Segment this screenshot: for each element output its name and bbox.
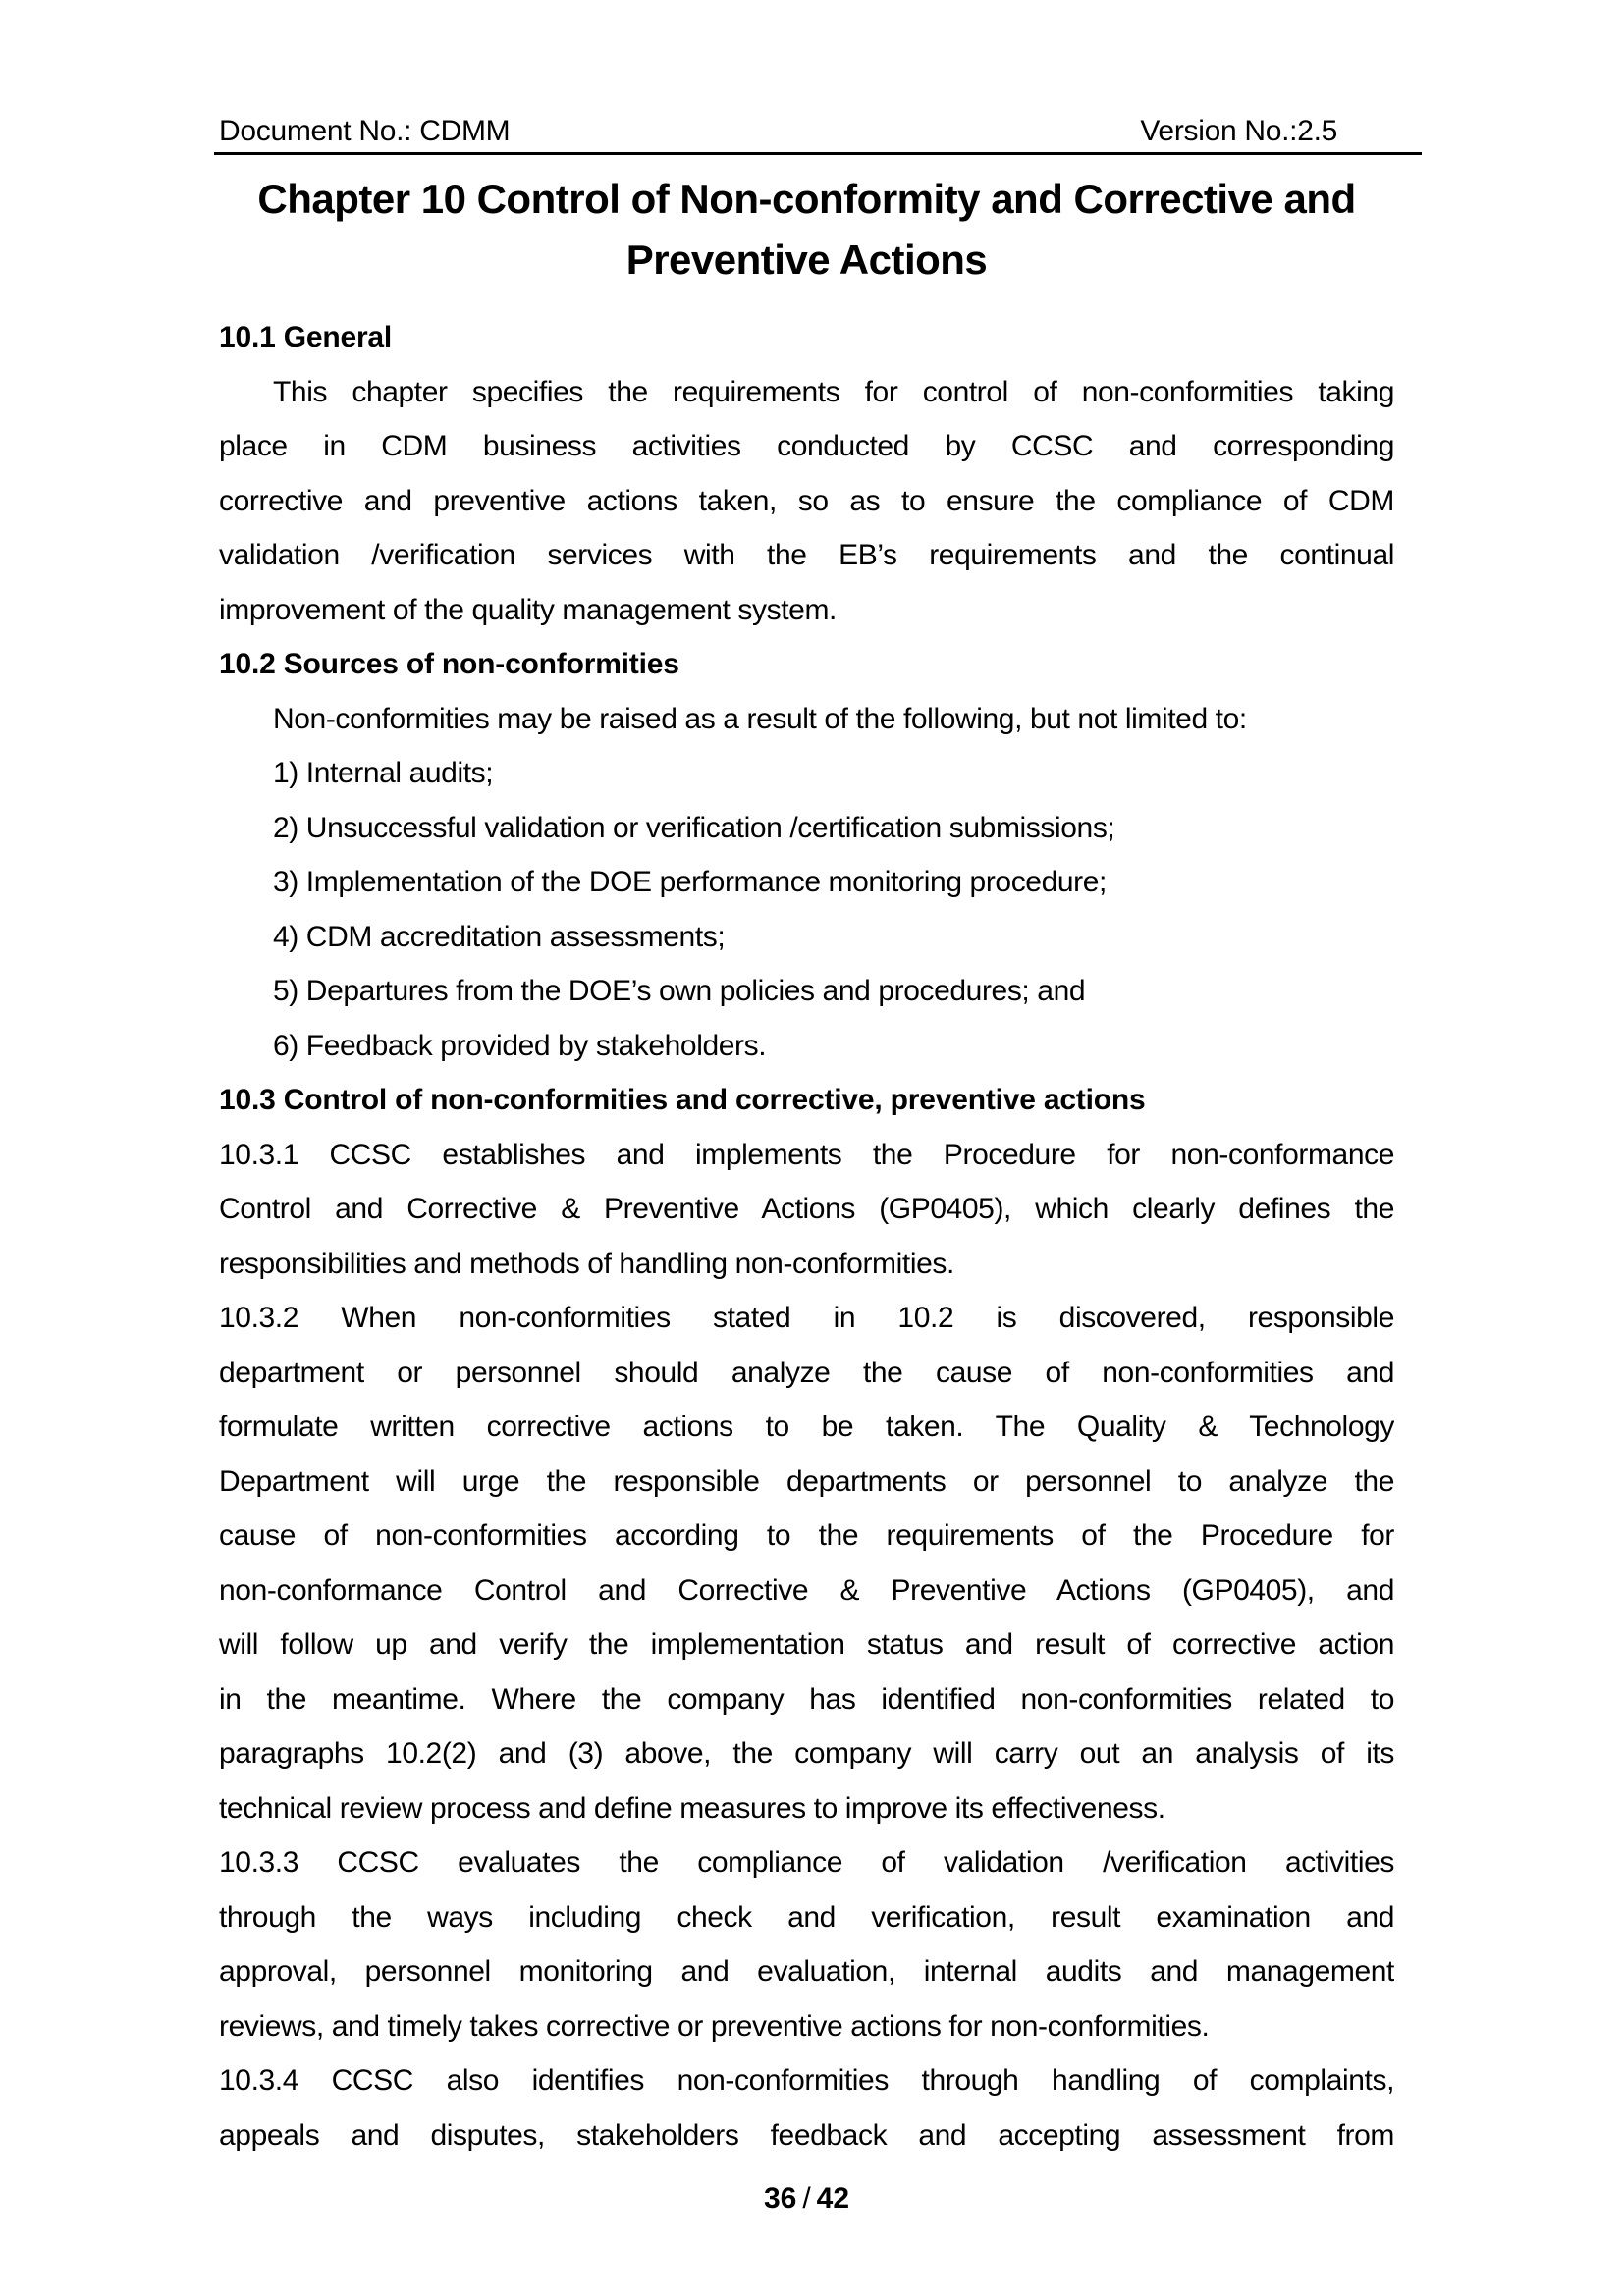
paragraph-line: 10.3.1 CCSC establishes and implements the Procedure for non-conformance [219, 1138, 1394, 1171]
list-item: 6) Feedback provided by stakeholders. [273, 1029, 767, 1062]
paragraph-line: improvement of the quality management system. [219, 593, 837, 626]
paragraph-line: technical review process and define measures to improve its effectiveness. [219, 1791, 1165, 1825]
section-heading: 10.3 Control of non-conformities and corrective, preventive actions [219, 1084, 1146, 1116]
list-item: 3) Implementation of the DOE performance monitoring procedure; [273, 866, 1107, 898]
chapter-title-line: Preventive Actions [625, 237, 988, 283]
paragraph-line: formulate written corrective actions to be taken. The Quality & Technology [219, 1411, 1394, 1443]
paragraph-line: Control and Corrective & Preventive Actions (GP0405), which clearly defines the [219, 1193, 1394, 1225]
paragraph-line: paragraphs 10.2(2) and (3) above, the company will carry out an analysis of its [219, 1737, 1394, 1770]
paragraph-line: 10.3.4 CCSC also identifies non-conformities through handling of complaints, [219, 2064, 1394, 2097]
section-heading: 10.2 Sources of non-conformities [219, 648, 679, 680]
page-header [214, 112, 1422, 151]
chapter-title [219, 169, 1394, 291]
list-item: 5) Departures from the DOE’s own policies and procedures; and [273, 975, 1086, 1007]
paragraph-line: department or personnel should analyze the cause of non-conformities and [219, 1356, 1394, 1389]
document-body [219, 310, 1394, 2163]
header-divider [214, 152, 1422, 155]
chapter-title-line: Chapter 10 Control of Non-conformity and Corrective and [257, 176, 1356, 222]
paragraph-line: non-conformance Control and Corrective & Preventive Actions (GP0405), and [219, 1574, 1394, 1607]
paragraph-line: responsibilities and methods of handling non-conformities. [219, 1247, 954, 1280]
paragraph-line: 10.3.3 CCSC evaluates the compliance of validation /verification activities [219, 1846, 1394, 1879]
paragraph-line: will follow up and verify the implementation status and result of corrective action [219, 1629, 1394, 1661]
paragraph-line: place in CDM business activities conducted by CCSC and corresponding [219, 430, 1394, 462]
paragraph-line: in the meantime. Where the company has identified non-conformities related to [219, 1682, 1394, 1716]
paragraph-line: appeals and disputes, stakeholders feedback and accepting assessment from [219, 2118, 1394, 2152]
page-number-total: 42 [816, 2182, 850, 2215]
page-number-separator: / [802, 2182, 811, 2215]
paragraph-line: validation /verification services with the EB’s requirements and the continual [219, 539, 1394, 571]
list-item: 2) Unsuccessful validation or verification /certification submissions; [273, 811, 1115, 844]
paragraph-line: cause of non-conformities according to the requirements of the Procedure for [219, 1520, 1394, 1552]
paragraph-line: corrective and preventive actions taken, so as to ensure the compliance of CDM [219, 484, 1394, 517]
paragraph-line: 10.3.2 When non-conformities stated in 10.2 is discovered, responsible [219, 1302, 1394, 1334]
paragraph-line: through the ways including check and verification, result examination and [219, 1900, 1394, 1934]
paragraph-line: approval, personnel monitoring and evaluation, internal audits and management [219, 1955, 1394, 1988]
paragraph-line: This chapter specifies the requirements for control of non-conformities taking [273, 375, 1394, 408]
paragraph-line: reviews, and timely takes corrective or preventive actions for non-conformities. [219, 2009, 1210, 2043]
section-heading: 10.1 General [219, 321, 393, 353]
paragraph-line: Department will urge the responsible departments or personnel to analyze the [219, 1465, 1394, 1498]
paragraph-line: Non-conformities may be raised as a result of the following, but not limited to: [273, 702, 1247, 735]
page-number-current: 36 [763, 2182, 797, 2215]
document-number: Document No.: CDMM [219, 115, 511, 147]
list-item: 1) Internal audits; [273, 757, 494, 789]
page-footer [219, 2179, 1394, 2218]
list-item: 4) CDM accreditation assessments; [273, 920, 726, 953]
version-number: Version No.:2.5 [1140, 115, 1337, 147]
